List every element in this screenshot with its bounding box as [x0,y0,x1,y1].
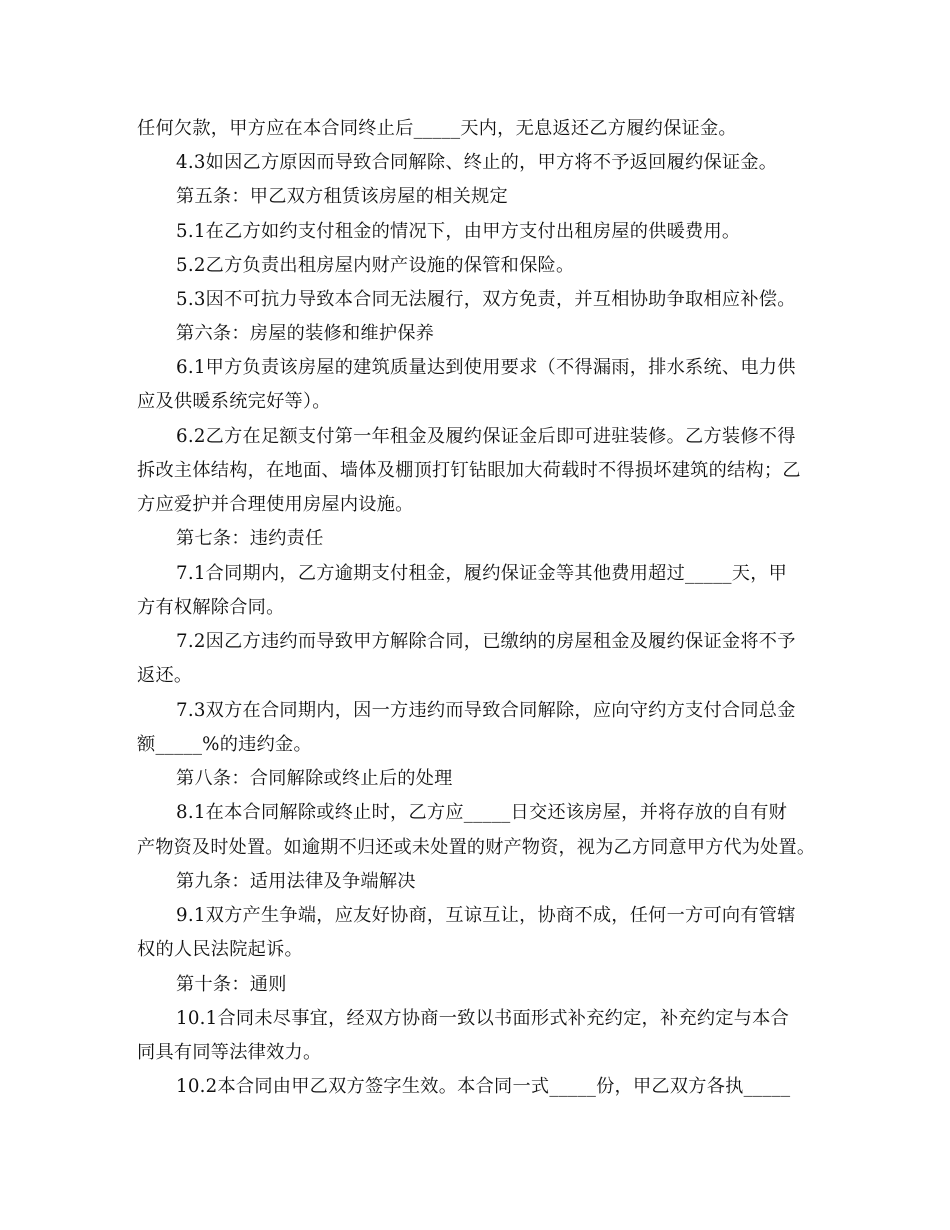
text-line-25: 权的人民法院起诉。 [137,939,303,960]
text-line-21: 8.1在本合同解除或终止时，乙方应_____日交还该房屋，并将存放的自有财 [176,802,788,823]
text-line-24: 9.1双方产生争端，应友好协商，互谅互让，协商不成，任何一方可向有管辖 [176,905,796,926]
text-line-29: 10.2本合同由甲乙双方签字生效。本合同一式_____份，甲乙双方各执_____ [176,1076,791,1097]
section-heading-7: 第七条：违约责任 [176,528,324,549]
section-heading-6: 第六条：房屋的装修和维护保养 [176,323,435,344]
text-line-17: 返还。 [137,665,193,686]
text-line-16: 7.2因乙方违约而导致甲方解除合同，已缴纳的房屋租金及履约保证金将不予 [176,631,796,652]
text-line-12: 方应爱护并合理使用房屋内设施。 [137,494,414,515]
section-heading-5: 第五条：甲乙双方租赁该房屋的相关规定 [176,186,508,207]
text-line-5: 5.2乙方负责出租房屋内财产设施的保管和保险。 [176,255,575,276]
text-line-11: 拆改主体结构，在地面、墙体及棚顶打钉钻眼加大荷载时不得损坏建筑的结构；乙 [137,460,801,481]
text-line-27: 10.1合同未尽事宜，经双方协商一致以书面形式补充约定，补充约定与本合 [176,1008,790,1029]
text-line-18: 7.3双方在合同期内，因一方违约而导致合同解除，应向守约方支付合同总金 [176,700,796,721]
text-line-1: 任何欠款，甲方应在本合同终止后_____天内，无息返还乙方履约保证金。 [137,118,737,139]
section-heading-8: 第八条：合同解除或终止后的处理 [176,768,453,789]
text-line-9: 应及供暖系统完好等）。 [137,391,331,412]
section-heading-10: 第十条：通则 [176,974,287,995]
text-line-22: 产物资及时处置。如逾期不归还或未处置的财产物资，视为乙方同意甲方代为处置。 [137,837,816,858]
text-line-4: 5.1在乙方如约支付租金的情况下，由甲方支付出租房屋的供暖费用。 [176,221,741,242]
text-line-8: 6.1甲方负责该房屋的建筑质量达到使用要求（不得漏雨，排水系统、电力供 [176,357,796,378]
text-line-2: 4.3如因乙方原因而导致合同解除、终止的，甲方将不予返回履约保证金。 [176,152,778,173]
text-line-6: 5.3因不可抗力导致本合同无法履行，双方免责，并互相协助争取相应补偿。 [176,289,796,310]
text-line-15: 方有权解除合同。 [137,597,285,618]
text-line-28: 同具有同等法律效力。 [137,1042,322,1063]
text-line-19: 额_____%的违约金。 [137,734,312,755]
section-heading-9: 第九条：适用法律及争端解决 [176,871,416,892]
text-line-10: 6.2乙方在足额支付第一年租金及履约保证金后即可进驻装修。乙方装修不得 [176,426,796,447]
text-line-14: 7.1合同期内，乙方逾期支付租金，履约保证金等其他费用超过_____天，甲 [176,563,788,584]
